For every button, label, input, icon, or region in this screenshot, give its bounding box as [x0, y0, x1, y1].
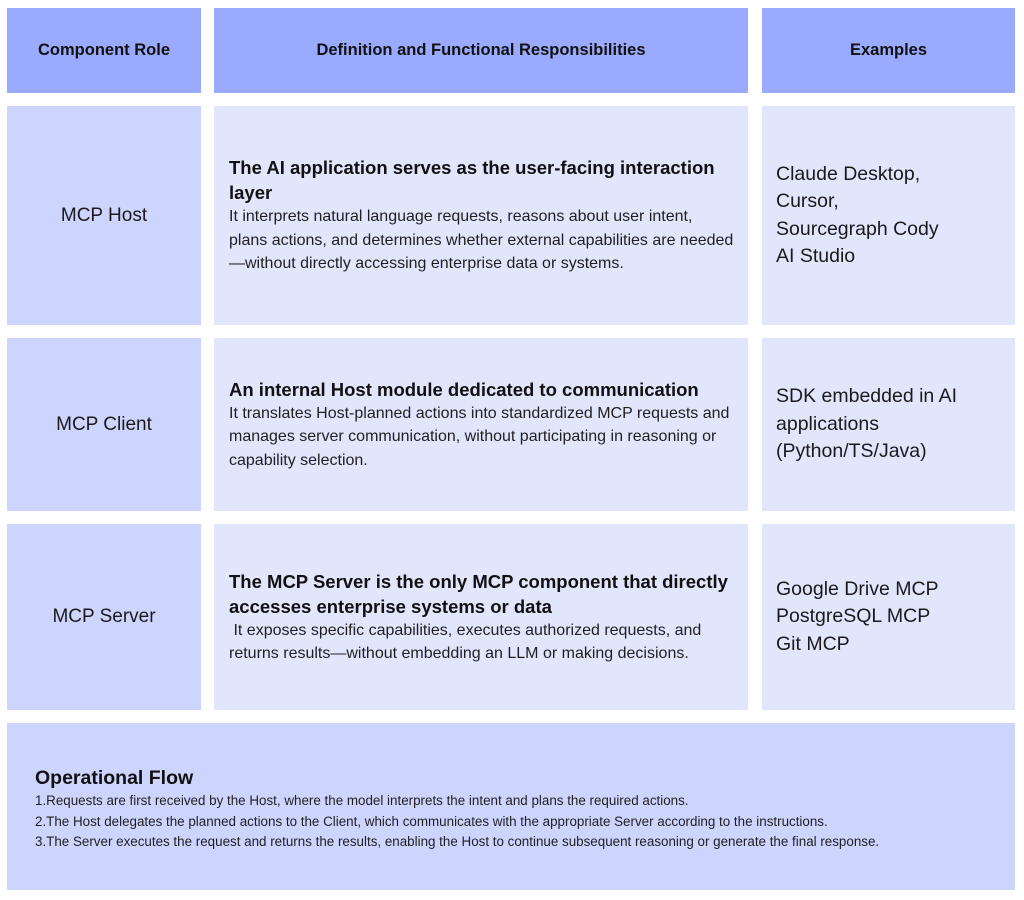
examples-mcp-server: [762, 524, 1015, 710]
definition-body: It translates Host-planned actions into standardized MCP requests and manages server communication, without participating in reasoning or capability selection.: [229, 404, 730, 469]
examples-mcp-client: [762, 338, 1015, 511]
role-mcp-server: MCP Server: [7, 524, 201, 710]
example-item: AI Studio: [776, 245, 856, 267]
example-item: (Python/TS/Java): [776, 440, 927, 463]
definition-mcp-client: [214, 338, 748, 511]
role-mcp-host: MCP Host: [7, 106, 201, 325]
flow-step: 3.The Server executes the request and returns the results, enabling the Host to continue subsequent reasoning or generate the final response.: [35, 834, 880, 849]
example-item: Git MCP: [776, 632, 850, 655]
header-component-role: Component Role: [7, 8, 201, 93]
definition-body: It exposes specific capabilities, executes authorized requests, and returns results—without embedding an LLM or making decisions.: [229, 621, 706, 662]
definition-mcp-server: [214, 524, 748, 710]
example-item: applications: [776, 412, 879, 435]
definition-body: It interprets natural language requests, reasons about user intent, plans actions, and determines whether external capabilities are needed—without directly accessing enterprise data or systems.: [229, 208, 734, 273]
definition-title: The AI application serves as the user-facing interaction layer: [229, 157, 715, 204]
operational-flow-steps: [35, 791, 1005, 853]
example-item: PostgreSQL MCP: [776, 605, 931, 628]
flow-step: 2.The Host delegates the planned actions to the Client, which communicates with the appropriate Server according to the instructions.: [35, 813, 828, 829]
example-item: Cursor,: [776, 190, 839, 212]
definition-title: The MCP Server is the only MCP component that directly accesses enterprise systems or data: [229, 570, 728, 617]
example-item: Claude Desktop,: [776, 162, 921, 185]
operational-flow-title: Operational Flow: [35, 767, 194, 789]
definition-title: An internal Host module dedicated to communication: [229, 378, 699, 400]
example-item: SDK embedded in AI: [776, 385, 958, 408]
example-item: Google Drive MCP: [776, 577, 939, 600]
example-item: Sourcegraph Cody: [776, 217, 939, 240]
definition-mcp-host: [214, 106, 748, 325]
role-mcp-client: MCP Client: [7, 338, 201, 511]
header-examples: Examples: [762, 8, 1015, 93]
operational-flow-panel: [7, 723, 1015, 890]
examples-mcp-host: [762, 106, 1015, 325]
header-definition: Definition and Functional Responsibilities: [214, 8, 748, 93]
flow-step: 1.Requests are first received by the Host, where the model interprets the intent and plans the required actions.: [35, 793, 689, 808]
